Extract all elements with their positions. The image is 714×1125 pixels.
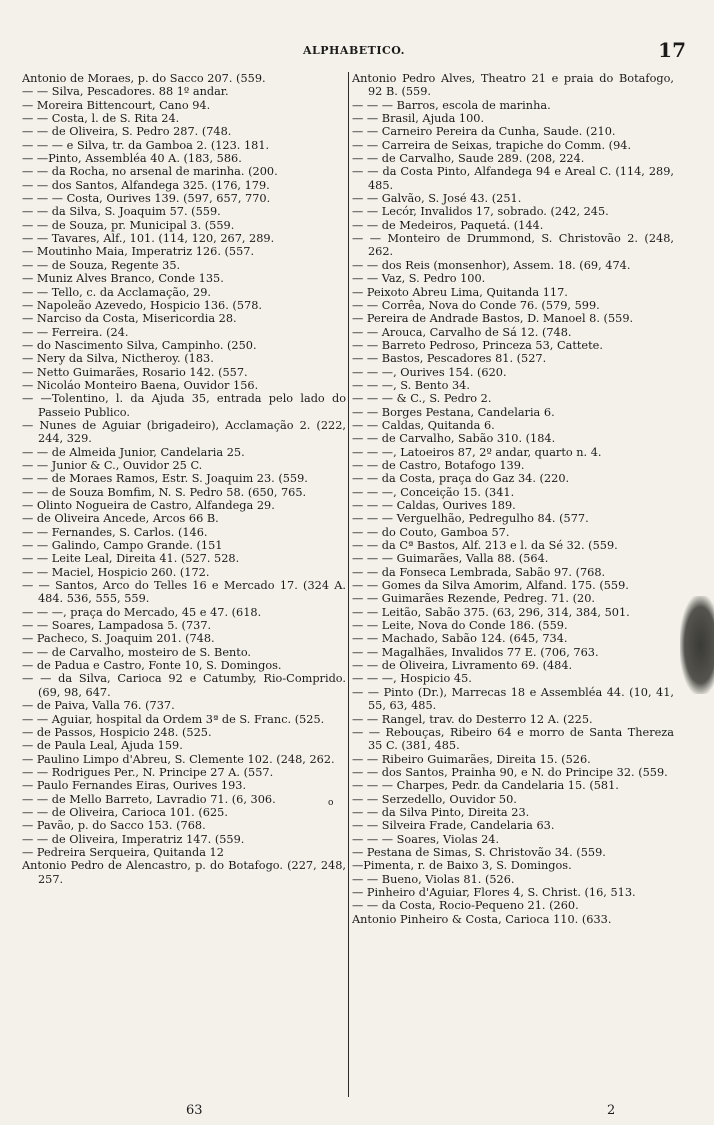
directory-entry: — — da Silva, Carioca 92 e Catumby, Rio-Comprido. (69, 98, 647.: [22, 672, 346, 699]
directory-entry: — Nicoláo Monteiro Baena, Ouvidor 156.: [22, 378, 259, 392]
directory-entry: — — — e Silva, tr. da Gamboa 2. (123. 181.: [22, 138, 270, 152]
directory-entry: — —Pinto, Assembléa 40 A. (183, 586.: [22, 152, 242, 166]
directory-entry: — — da Silva, S. Joaquim 57. (559.: [22, 205, 221, 219]
directory-entry: — — — Charpes, Pedr. da Candelaria 15. (581.: [352, 779, 619, 793]
directory-entry: Antonio Pinheiro & Costa, Carioca 110. (633.: [352, 912, 612, 926]
directory-entry: — — de Oliveira, Livramento 69. (484.: [352, 659, 573, 673]
directory-entry: — Pestana de Simas, S. Christovão 34. (559.: [352, 845, 606, 859]
directory-entry: — — Pinto (Dr.), Marrecas 18 e Assembléa 44. (10, 41, 55, 63, 485.: [352, 685, 674, 713]
directory-entry: — — — Costa, Ourives 139. (597, 657, 770.: [22, 192, 271, 206]
directory-entry: — — Silva, Pescadores. 88 1º andar.: [22, 85, 229, 99]
page-header: [22, 38, 686, 64]
directory-entry: Antonio Pedro Alves, Theatro 21 e praia do Botafogo, 92 B. (559.: [352, 72, 674, 99]
directory-entry: — —Tolentino, l. da Ajuda 35, entrada pelo lado do Passeio Publico.: [22, 392, 346, 419]
page-number: 17: [658, 38, 686, 62]
directory-entry: — — — Soares, Violas 24.: [352, 832, 500, 846]
directory-entry: — — Rangel, trav. do Desterro 12 A. (225.: [352, 712, 593, 726]
directory-entry: — — Bueno, Violas 81. (526.: [352, 872, 515, 886]
directory-entry: — — Leitão, Sabão 375. (63, 296, 314, 384, 501.: [352, 605, 630, 619]
directory-entry: Antonio Pedro de Alencastro, p. do Botafogo. (227, 248, 257.: [22, 859, 346, 886]
directory-entry: — Paulo Fernandes Eiras, Ourives 193.: [22, 779, 247, 793]
directory-entry: — — Brasil, Ajuda 100.: [352, 112, 485, 126]
directory-entry: — de Paula Leal, Ajuda 159.: [22, 739, 183, 753]
directory-entry: — Peixoto Abreu Lima, Quitanda 117.: [352, 285, 568, 299]
directory-entry: — — Maciel, Hospicio 260. (172.: [22, 565, 210, 579]
directory-entry: — — Vaz, S. Pedro 100.: [352, 272, 486, 286]
directory-entry: — — de Moraes Ramos, Estr. S. Joaquim 23. (559.: [22, 472, 308, 486]
directory-entry: — Nunes de Aguiar (brigadeiro), Acclamação 2. (222, 244, 329.: [22, 418, 346, 446]
directory-entry: — — de Medeiros, Paquetá. (144.: [352, 218, 544, 232]
directory-entry: — — —, Latoeiros 87, 2º andar, quarto n. 4.: [352, 445, 602, 459]
directory-entry: — — Aguiar, hospital da Ordem 3ª de S. Franc. (525.: [22, 712, 325, 726]
directory-entry: — Pinheiro d'Aguiar, Flores 4, S. Christ. (16, 513.: [352, 885, 636, 899]
directory-entry: — — Junior & C., Ouvidor 25 C.: [22, 458, 203, 472]
right-column: [352, 72, 674, 1102]
directory-entry: — — de Carvalho, Sabão 310. (184.: [352, 432, 556, 446]
directory-entry: — Olinto Nogueira de Castro, Alfandega 29.: [22, 499, 275, 512]
directory-entry: — — da Costa, praça do Gaz 34. (220.: [352, 472, 570, 486]
directory-entry: — Napoleão Azevedo, Hospicio 136. (578.: [22, 298, 262, 312]
directory-entry: — — da Costa, Rocio-Pequeno 21. (260.: [352, 899, 579, 913]
directory-entry: — — Barreto Pedroso, Princeza 53, Cattete.: [352, 338, 603, 352]
directory-entry: — — Corrêa, Nova do Conde 76. (579, 599.: [352, 298, 600, 312]
left-column: [22, 72, 346, 1102]
directory-entry: — de Paiva, Valla 76. (737.: [22, 699, 175, 713]
directory-entry: — — Magalhães, Invalidos 77 E. (706, 763.: [352, 645, 599, 659]
directory-entry: — — Silveira Frade, Candelaria 63.: [352, 819, 555, 833]
directory-entry: — — Gomes da Silva Amorim, Alfand. 175. (559.: [352, 579, 629, 593]
directory-entry: — Narciso da Costa, Misericordia 28.: [22, 312, 237, 326]
directory-entry: — — Tavares, Alf., 101. (114, 120, 267, 289.: [22, 232, 275, 246]
directory-entry: — — de Carvalho, mosteiro de S. Bento.: [22, 645, 252, 659]
ink-dot: o: [328, 798, 334, 808]
directory-entry: — — — Guimarães, Valla 88. (564.: [352, 552, 549, 566]
directory-entry: — — Costa, l. de S. Rita 24.: [22, 112, 180, 126]
directory-entry: — — Serzedello, Ouvidor 50.: [352, 792, 517, 806]
directory-entry: — — Carneiro Pereira da Cunha, Saude. (210.: [352, 125, 616, 139]
directory-entry: — — Monteiro de Drummond, S. Christovão 2. (248, 262.: [352, 232, 674, 259]
directory-entry: — — de Carvalho, Saude 289. (208, 224.: [352, 152, 585, 166]
directory-entry: — — dos Santos, Prainha 90, e N. do Principe 32. (559.: [352, 765, 668, 779]
directory-entry: — — de Oliveira, Imperatriz 147. (559.: [22, 832, 245, 846]
directory-entry: — — de Mello Barreto, Lavradio 71. (6, 306.: [22, 792, 276, 806]
directory-entry: — Pereira de Andrade Bastos, D. Manoel 8. (559.: [352, 312, 634, 326]
directory-entry: — — Leite, Nova do Conde 186. (559.: [352, 619, 568, 633]
directory-entry: — do Nascimento Silva, Campinho. (250.: [22, 338, 257, 352]
directory-entry: — — Galindo, Campo Grande. (151: [22, 539, 223, 553]
directory-entry: — — Galvão, S. José 43. (251.: [352, 192, 522, 206]
directory-entry: — Moreira Bittencourt, Cano 94.: [22, 98, 211, 112]
column-divider: [348, 72, 349, 1097]
directory-entry: — — dos Santos, Alfandega 325. (176, 179.: [22, 178, 270, 192]
directory-entry: — — Caldas, Quitanda 6.: [352, 418, 495, 432]
directory-entry: — — —, Conceição 15. (341.: [352, 485, 515, 499]
directory-entry: Antonio de Moraes, p. do Sacco 207. (559.: [22, 72, 266, 85]
directory-entry: — — do Couto, Gamboa 57.: [352, 525, 510, 539]
directory-entry: — — — Caldas, Ourives 189.: [352, 499, 516, 512]
directory-entry: — de Padua e Castro, Fonte 10, S. Domingos.: [22, 659, 282, 673]
directory-entry: — — Tello, c. da Acclamação, 29.: [22, 285, 212, 299]
directory-entry: — — Machado, Sabão 124. (645, 734.: [352, 632, 568, 646]
directory-entry: — Netto Guimarães, Rosario 142. (557.: [22, 365, 248, 379]
directory-entry: — Paulino Limpo d'Abreu, S. Clemente 102. (248, 262.: [22, 752, 335, 766]
directory-entry: — — Arouca, Carvalho de Sá 12. (748.: [352, 325, 572, 339]
directory-entry: — — da Costa Pinto, Alfandega 94 e Areal C. (114, 289, 485.: [352, 165, 674, 192]
signature-mark-right: 2: [607, 1103, 616, 1118]
directory-entry: — — — Verguelhão, Pedregulho 84. (577.: [352, 512, 589, 526]
directory-entry: — — Guimarães Rezende, Pedreg. 71. (20.: [352, 592, 595, 606]
directory-entry: — de Passos, Hospicio 248. (525.: [22, 725, 212, 739]
directory-entry: — Pacheco, S. Joaquim 201. (748.: [22, 632, 215, 646]
directory-entry: — — de Souza, pr. Municipal 3. (559.: [22, 218, 235, 232]
directory-entry: — — —, praça do Mercado, 45 e 47. (618.: [22, 605, 262, 619]
directory-entry: — — de Castro, Botafogo 139.: [352, 458, 525, 472]
page-title: ALPHABETICO.: [302, 44, 405, 57]
directory-entry: — — — Barros, escola de marinha.: [352, 98, 551, 112]
directory-entry: — — Rebouças, Ribeiro 64 e morro de Santa Thereza 35 C. (381, 485.: [352, 725, 674, 753]
directory-entry: — — Santos, Arco do Telles 16 e Mercado 17. (324 A. 484. 536, 555, 559.: [22, 579, 346, 606]
directory-entry: — — dos Reis (monsenhor), Assem. 18. (69, 474.: [352, 258, 631, 272]
directory-entry: — — Rodrigues Per., N. Principe 27 A. (557.: [22, 765, 274, 779]
directory-entry: — — —, S. Bento 34.: [352, 378, 470, 392]
directory-entry: — Pavão, p. do Sacco 153. (768.: [22, 819, 206, 833]
directory-entry: — — Leite Leal, Direita 41. (527. 528.: [22, 552, 240, 566]
directory-entry: — — de Souza Bomfim, N. S. Pedro 58. (650, 765.: [22, 485, 307, 499]
directory-entry: — — da Fonseca Lembrada, Sabão 97. (768.: [352, 565, 606, 579]
directory-entry: — — de Oliveira, Carioca 101. (625.: [22, 805, 228, 819]
directory-entry: — Muniz Alves Branco, Conde 135.: [22, 272, 224, 286]
directory-entry: — — Soares, Lampadosa 5. (737.: [22, 619, 212, 633]
directory-entry: — — de Oliveira, S. Pedro 287. (748.: [22, 125, 232, 139]
directory-entry: — — da Silva Pinto, Direita 23.: [352, 805, 530, 819]
directory-entry: —Pimenta, r. de Baixo 3, S. Domingos.: [352, 859, 572, 873]
directory-entry: — — — & C., S. Pedro 2.: [352, 392, 492, 406]
directory-entry: — Nery da Silva, Nictheroy. (183.: [22, 352, 214, 366]
directory-entry: — — de Souza, Regente 35.: [22, 258, 181, 272]
signature-mark-left: 63: [186, 1103, 203, 1118]
directory-entry: — — Borges Pestana, Candelaria 6.: [352, 405, 555, 419]
directory-entry: — — Carreira de Seixas, trapiche do Comm. (94.: [352, 138, 632, 152]
binding-stain: [680, 596, 714, 694]
directory-entry: — — —, Ourives 154. (620.: [352, 365, 507, 379]
directory-entry: — Pedreira Serqueira, Quitanda 12: [22, 845, 224, 859]
directory-entry: — — de Almeida Junior, Candelaria 25.: [22, 445, 245, 459]
directory-entry: — Moutinho Maia, Imperatriz 126. (557.: [22, 245, 255, 259]
directory-entry: — — da Cª Bastos, Alf. 213 e l. da Sé 32. (559.: [352, 539, 618, 553]
directory-entry: — de Oliveira Ancede, Arcos 66 B.: [22, 512, 219, 526]
directory-entry: — — Lecór, Invalidos 17, sobrado. (242, 245.: [352, 205, 609, 219]
directory-entry: — — —, Hospicio 45.: [352, 672, 472, 686]
directory-entry: — — Ferreira. (24.: [22, 325, 129, 339]
directory-entry: — — Bastos, Pescadores 81. (527.: [352, 352, 547, 366]
directory-entry: — — da Rocha, no arsenal de marinha. (200.: [22, 165, 278, 179]
directory-entry: — — Ribeiro Guimarães, Direita 15. (526.: [352, 752, 591, 766]
directory-entry: — — Fernandes, S. Carlos. (146.: [22, 525, 208, 539]
